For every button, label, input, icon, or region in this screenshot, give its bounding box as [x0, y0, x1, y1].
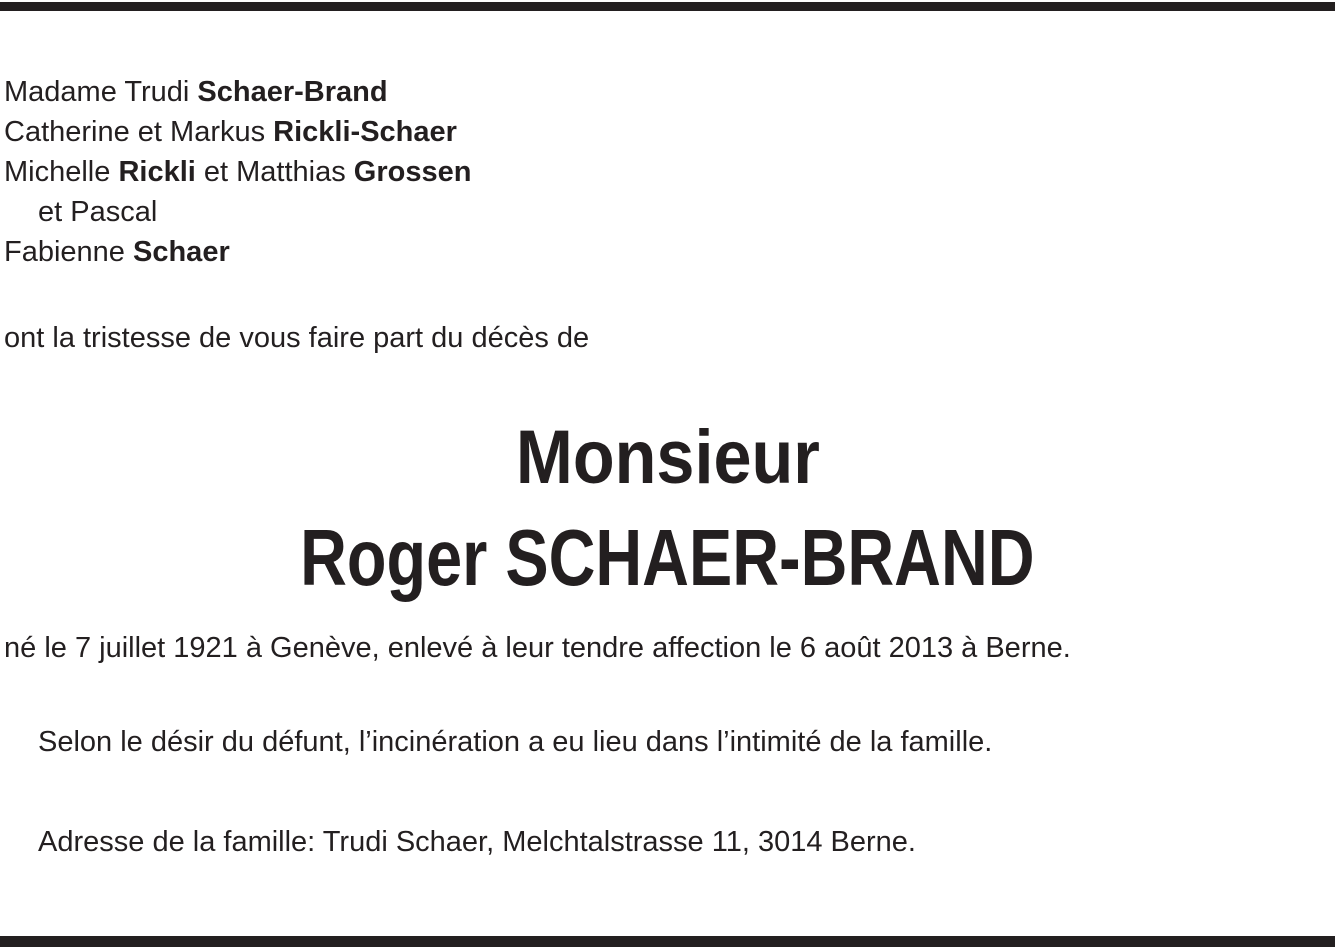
deceased-name — [0, 513, 1335, 602]
family-surname: Schaer — [133, 236, 230, 268]
family-member-line — [4, 232, 471, 272]
family-given-names: Fabienne — [4, 236, 133, 268]
top-rule — [0, 2, 1335, 11]
family-member-line — [4, 112, 471, 152]
family-surname: Rickli-Schaer — [273, 116, 457, 148]
life-dates-line: né le 7 juillet 1921 à Genève, enlevé à leur tendre affection le 6 août 2013 à Berne. — [4, 632, 1071, 664]
family-surname: Grossen — [353, 156, 472, 188]
family-surname: Schaer-Brand — [197, 76, 388, 108]
family-given-names: et Pascal — [38, 196, 158, 228]
family-given-names: Catherine et Markus — [4, 116, 274, 148]
family-member-line — [4, 72, 471, 112]
intro-line: ont la tristesse de vous faire part du décès de — [4, 322, 590, 354]
family-given-names: Madame Trudi — [4, 76, 198, 108]
family-surname: Rickli — [118, 156, 196, 188]
cremation-note-line: Selon le désir du défunt, l’incinération a eu lieu dans l’intimité de la famille. — [38, 726, 993, 758]
deceased-title-text: Monsieur — [515, 415, 820, 500]
deceased-name-text: Roger SCHAER-BRAND — [300, 513, 1035, 602]
bottom-rule — [0, 936, 1335, 947]
family-address-line: Adresse de la famille: Trudi Schaer, Melchtalstrasse 11, 3014 Berne. — [38, 826, 916, 858]
family-given-names: et Matthias — [195, 156, 354, 188]
family-names-block — [4, 72, 471, 272]
family-member-line — [4, 152, 471, 192]
family-given-names: Michelle — [4, 156, 119, 188]
deceased-title — [0, 415, 1335, 500]
family-member-line — [4, 192, 471, 232]
